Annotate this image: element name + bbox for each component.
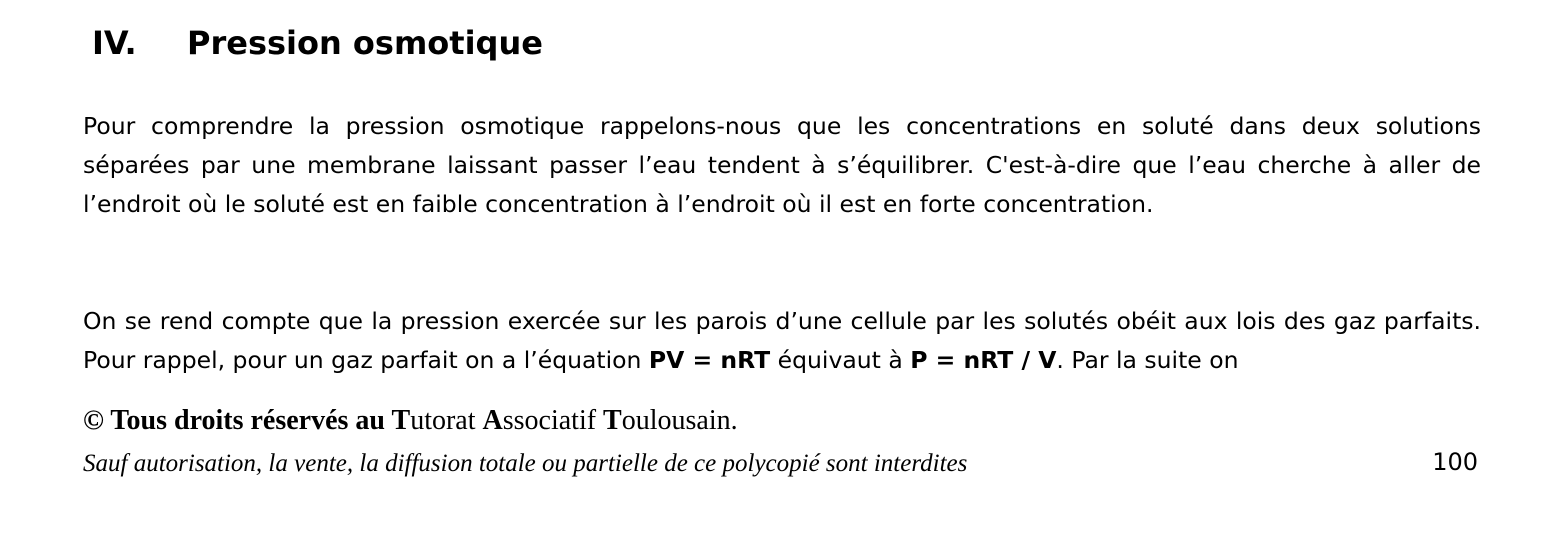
copyright-text: Tous droits réservés au [110, 405, 392, 436]
section-heading [92, 22, 543, 64]
copyright-text: oulousain. [621, 405, 738, 436]
copyright-initial-t: T [391, 405, 411, 436]
paragraph-text: équivaut à [770, 346, 911, 374]
equation-p-nrt-v: P = nRT / V [910, 346, 1057, 374]
paragraph-osmotic-intro: Pour comprendre la pression osmotique rappelons-nous que les concentrations en soluté dans deux solutions séparées par une membrane laissant passer l’eau tendent à s’équilibrer. C'est-à-dire que l’eau cherche à aller de l’endroit où le soluté est en faible concentration à l’endroit où il est en forte concentration. [83, 112, 1481, 218]
copyright-initial-t: T [603, 405, 622, 436]
paragraph-text: . Par la suite on [1056, 346, 1239, 374]
paragraph-text: On se rend compte que la pression exercée sur les parois d’une cellule par les solutés obéit aux lois des gaz parfaits. Pour rappel, pour un gaz parfait on a l’équation [83, 307, 1481, 374]
page-number: 100 [1432, 448, 1478, 476]
copyright-notice [83, 403, 738, 439]
copyright-text: utorat [410, 405, 483, 436]
section-title: Pression osmotique [187, 24, 543, 62]
equation-pv-nrt: PV = nRT [648, 346, 771, 374]
copyright-initial-a: A [482, 405, 503, 436]
copyright-text: ssociatif [502, 405, 604, 436]
section-number: IV. [92, 24, 137, 62]
paragraph-ideal-gas [83, 302, 1481, 380]
disclaimer-notice: Sauf autorisation, la vente, la diffusion totale ou partielle de ce polycopié sont interdites [83, 450, 968, 477]
copyright-symbol: © [83, 405, 111, 436]
